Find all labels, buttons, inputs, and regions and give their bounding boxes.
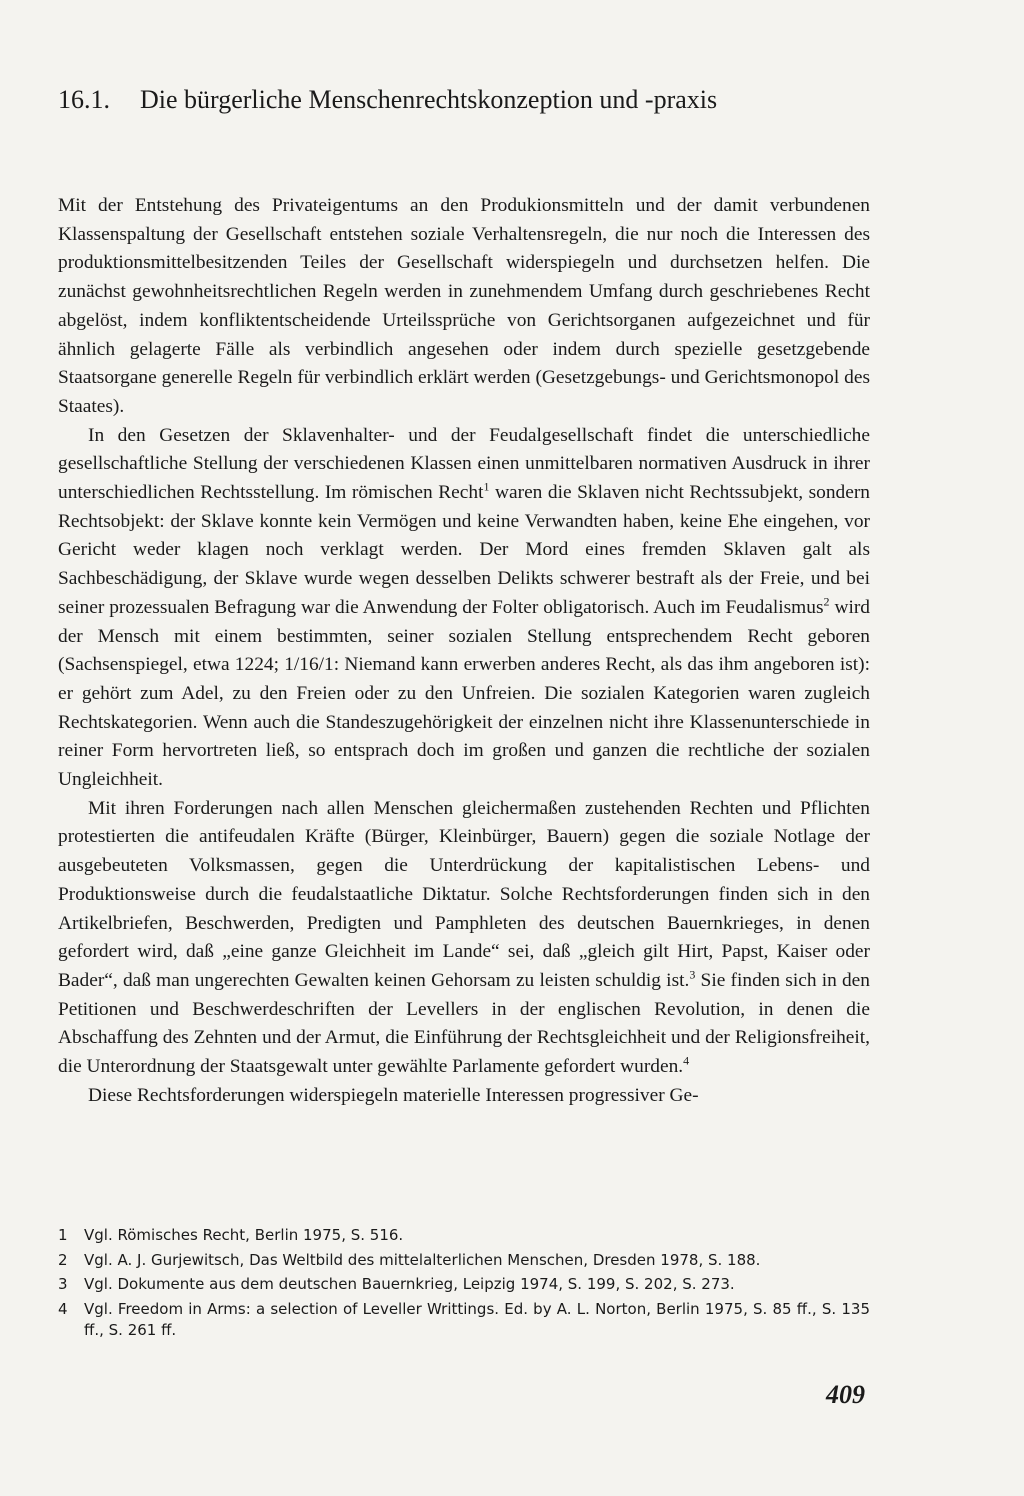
page-number: 409 <box>826 1380 865 1409</box>
footnote-text: Vgl. Römisches Recht, Berlin 1975, S. 516. <box>84 1226 404 1244</box>
footnote-ref-4: 4 <box>683 1053 690 1068</box>
footnote-1 <box>58 1225 870 1247</box>
footnote-text: Vgl. A. J. Gurjewitsch, Das Weltbild des mittelalterlichen Menschen, Dresden 1978, S. 188. <box>84 1250 761 1269</box>
footnote-3 <box>58 1274 870 1296</box>
body-text <box>58 192 870 1111</box>
footnote-ref-3: 3 <box>689 967 696 982</box>
paragraph-1: Mit der Entstehung des Privateigentums an den Produkionsmitteln und der damit verbundenen Klassenspaltung der Gesellschaft entstehen soziale Verhaltensregeln, die nur noch die Interessen des produktionsmittelbesitzenden Teiles der Gesellschaft widerspiegeln und durchsetzen helfen. Die zunächst gewohnheitsrechtlichen Regeln werden in zunehmendem Umfang durch geschriebenes Recht abgelöst, indem konfliktentscheidende Urteilssprüche von Gerichtsorganen aufgezeichnet und für ähnlich gelagerte Fälle als verbindlich angesehen oder indem durch spezielle gesetzgebende Staatsorgane generelle Regeln für verbindlich erklärt werden (Gesetzgebungs- und Gerichtsmonopol des Staates). <box>58 195 870 417</box>
footnote-number: 3 <box>58 1275 68 1293</box>
paragraph-4: Diese Rechtsforderungen widerspiegeln materielle Interessen progressiver Ge- <box>88 1084 699 1106</box>
footnote-4 <box>58 1299 870 1342</box>
footnote-ref-2: 2 <box>823 594 830 609</box>
paragraph-3-part-b: Sie finden sich in den Petitionen und Beschwerdeschriften der Levellers in der englischen Revolution, in denen die Abschaffung des Zehnten und der Armut, die Einführung der Rechtsgleichheit und der Religionsfreiheit, die Unterordnung der Staatsgewalt unter gewählte Parlamente gefordert wurden. <box>58 969 870 1078</box>
paragraph-2-part-c: wird der Mensch mit einem bestimmten, seiner sozialen Stellung entsprechendem Recht geboren (Sachsenspiegel, etwa 1224; 1/16/1: Niemand kann erwerben anderes Recht, als das ihm angeboren ist): er gehört zum Adel, zu den Freien oder zu den Unfreien. Die sozialen Kategorien waren zugleich Rechtskategorien. Wenn auch die Standeszugehörigkeit der einzelnen nicht ihre Klassenunterschiede in reiner Form hervortreten ließ, so entsprach doch im großen und ganzen die rechtliche der sozialen Ungleichheit. <box>58 596 870 791</box>
footnote-text: Vgl. Dokumente aus dem deutschen Bauernkrieg, Leipzig 1974, S. 199, S. 202, S. 273. <box>84 1275 735 1293</box>
paragraph-2 <box>58 422 870 795</box>
paragraph-3 <box>58 795 870 1082</box>
footnote-text: Vgl. Freedom in Arms: a selection of Leveller Writtings. Ed. by A. L. Norton, Berlin 1975, S. 85 ff., S. 135 ff., S. 261 ff. <box>84 1299 870 1339</box>
paragraph-2-part-b: waren die Sklaven nicht Rechtssubjekt, sondern Rechtsobjekt: der Sklave konnte kein Vermögen und keine Verwandten haben, keine Ehe eingehen, vor Gericht weder klagen noch verklagt werden. Der Mord eines fremden Sklaven galt als Sachbeschädigung, der Sklave wurde wegen desselben Delikts schwerer bestraft als der Freie, und bei seiner prozessualen Befragung war die Anwendung der Folter obligatorisch. Auch im Feudalismus <box>58 482 870 618</box>
footnote-ref-1: 1 <box>483 479 490 494</box>
section-number: 16.1. <box>58 85 110 114</box>
footnotes <box>58 1225 870 1345</box>
section-title: Die bürgerliche Menschenrechtskonzeption und -praxis <box>140 85 718 114</box>
paragraph-2-part-a: In den Gesetzen der Sklavenhalter- und der Feudalgesellschaft findet die unterschiedliche gesellschaftliche Stellung der verschiedenen Klassen einen unmittelbaren normativen Ausdruck in ihrer unterschiedlichen Rechtsstellung. Im römischen Recht <box>58 424 870 504</box>
paragraph-3-part-a: Mit ihren Forderungen nach allen Menschen gleichermaßen zustehenden Rechten und Pflichten protestierten die antifeudalen Kräfte (Bürger, Kleinbürger, Bauern) gegen die soziale Notlage der ausgebeuteten Volksmassen, gegen die Unterdrückung der kapitalistischen Lebens- und Produktionsweise durch die feudalstaatliche Diktatur. Solche Rechtsforderungen finden sich in den Artikelbriefen, Beschwerden, Predigten und Pamphleten des deutschen Bauernkrieges, in denen gefordert wird, daß „eine ganze Gleichheit im Lande“ sei, daß „gleich gilt Hirt, Papst, Kaiser oder Bader“, daß man ungerechten Gewalten keinen Gehorsam zu leisten schuldig ist. <box>58 797 870 991</box>
footnote-number: 2 <box>58 1250 68 1269</box>
footnote-number: 4 <box>58 1299 68 1318</box>
footnote-2 <box>58 1250 870 1272</box>
footnote-number: 1 <box>58 1226 68 1244</box>
